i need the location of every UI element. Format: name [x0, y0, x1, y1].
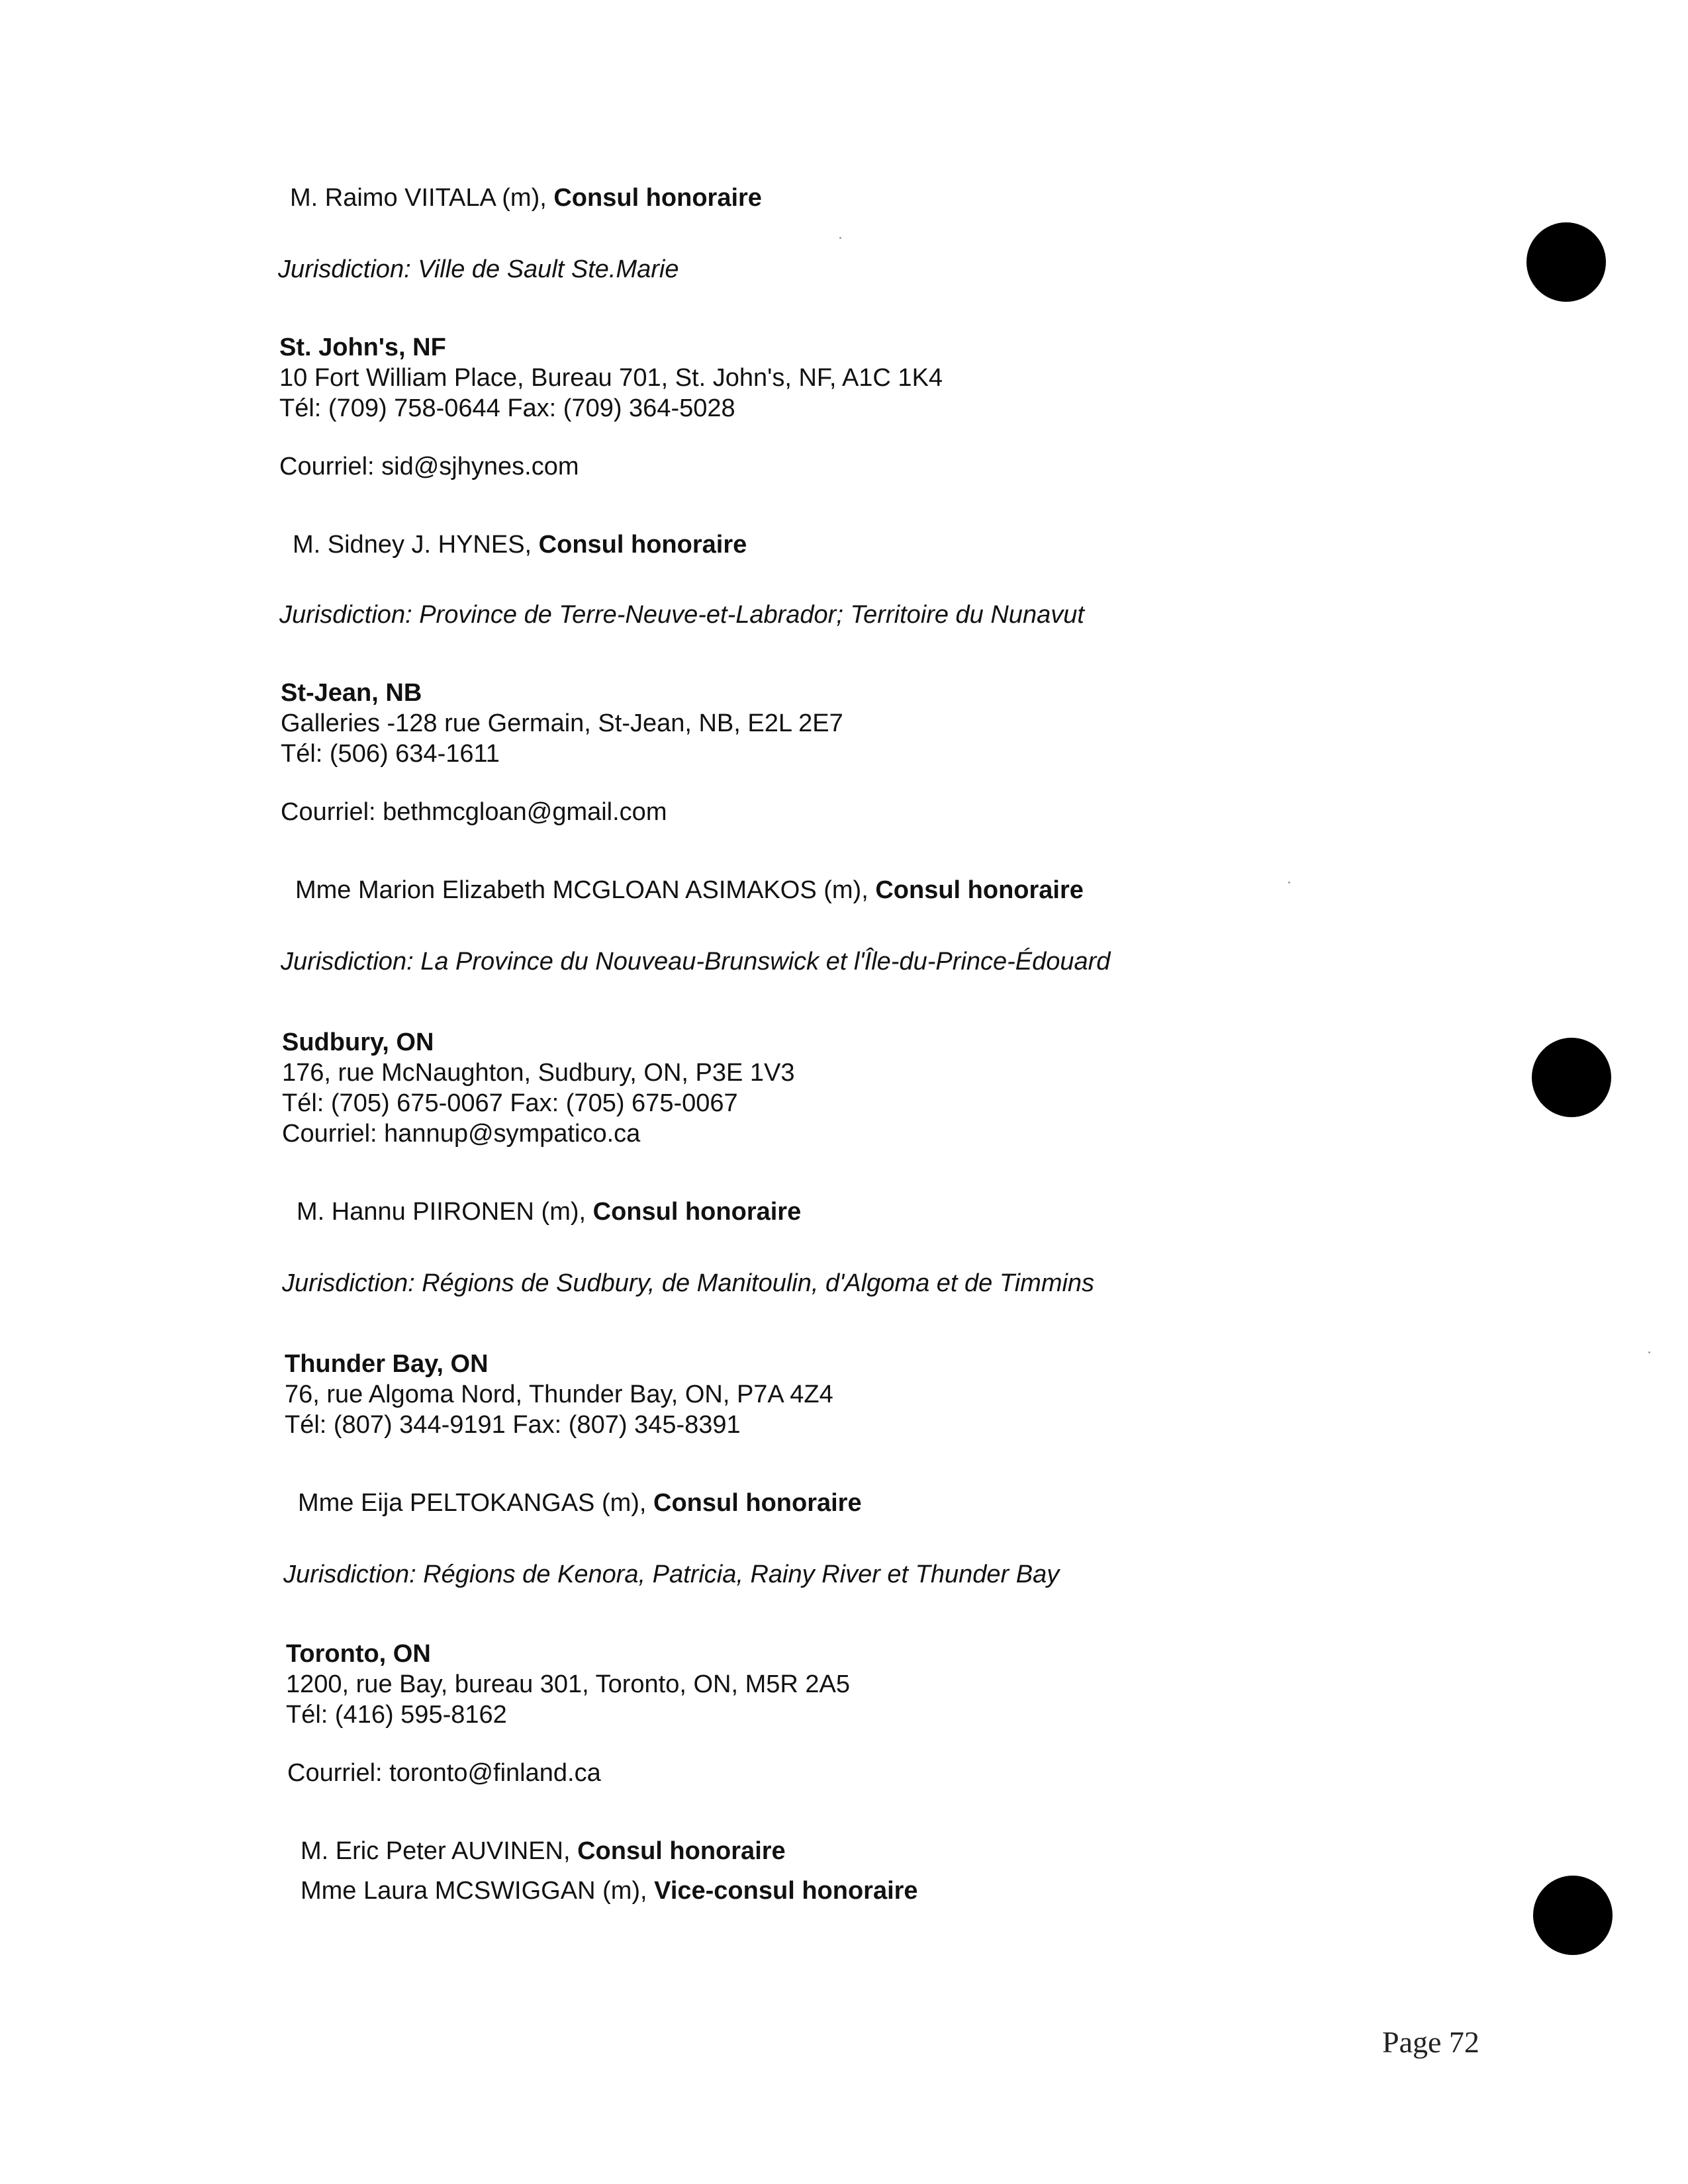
jurisdiction-line: [282, 1268, 1094, 1298]
punch-hole: [1533, 1876, 1613, 1955]
person-line: [301, 1876, 918, 1906]
person-line: [290, 183, 762, 213]
city-heading: St. John's, NF: [279, 334, 446, 361]
jurisdiction-value: Régions de Kenora, Patricia, Rainy River et Thunder Bay: [423, 1561, 1060, 1588]
person-name: M. Hannu PIIRONEN (m),: [297, 1198, 593, 1226]
person-name: Mme Laura MCSWIGGAN (m),: [301, 1877, 655, 1905]
person-title: Consul honoraire: [875, 876, 1084, 904]
address-line: 1200, rue Bay, bureau 301, Toronto, ON, M5R 2A5: [286, 1670, 850, 1698]
person-title: Consul honoraire: [577, 1837, 786, 1865]
jurisdiction-value: Régions de Sudbury, de Manitoulin, d'Algoma et de Timmins: [422, 1269, 1095, 1297]
jurisdiction-line: [283, 1559, 1059, 1590]
person-name: M. Raimo VIITALA (m),: [290, 184, 554, 212]
city-heading: Thunder Bay, ON: [285, 1350, 489, 1378]
jurisdiction-line: [281, 946, 1110, 977]
email-line: Courriel: sid@sjhynes.com: [279, 453, 579, 480]
person-line: [297, 1197, 801, 1227]
jurisdiction-label: Jurisdiction:: [279, 601, 420, 629]
person-line: [293, 529, 747, 560]
person-title: Vice-consul honoraire: [654, 1877, 918, 1905]
email-line: Courriel: bethmcgloan@gmail.com: [281, 798, 667, 826]
person-line: [295, 875, 1084, 905]
jurisdiction-value: La Province du Nouveau-Brunswick et l'Île-du-Prince-Édouard: [420, 948, 1111, 976]
city-heading: St-Jean, NB: [281, 679, 422, 707]
phone-line: Tél: (807) 344-9191 Fax: (807) 345-8391: [285, 1411, 741, 1439]
jurisdiction-label: Jurisdiction:: [278, 255, 418, 283]
person-name: M. Sidney J. HYNES,: [293, 531, 539, 559]
phone-line: Tél: (705) 675-0067 Fax: (705) 675-0067: [282, 1089, 738, 1117]
jurisdiction-label: Jurisdiction:: [283, 1561, 424, 1588]
person-name: M. Eric Peter AUVINEN,: [301, 1837, 578, 1865]
person-title: Consul honoraire: [553, 184, 762, 212]
city-heading: Sudbury, ON: [282, 1028, 434, 1056]
punch-hole: [1532, 1038, 1611, 1117]
email-line: Courriel: toronto@finland.ca: [287, 1759, 601, 1787]
jurisdiction-label: Jurisdiction:: [282, 1269, 422, 1297]
address-line: 10 Fort William Place, Bureau 701, St. John's, NF, A1C 1K4: [279, 364, 943, 392]
address-line: 76, rue Algoma Nord, Thunder Bay, ON, P7A 4Z4: [285, 1381, 833, 1408]
email-line: Courriel: hannup@sympatico.ca: [282, 1120, 641, 1148]
city-heading: Toronto, ON: [286, 1640, 431, 1668]
jurisdiction-line: [278, 254, 679, 285]
person-title: Consul honoraire: [538, 531, 747, 559]
person-line: [298, 1488, 862, 1518]
phone-line: Tél: (416) 595-8162: [286, 1701, 507, 1729]
scan-speck: [1288, 882, 1290, 884]
person-line: [301, 1836, 786, 1866]
phone-line: Tél: (506) 634-1611: [281, 740, 500, 768]
page-number: Page 72: [1382, 2025, 1479, 2059]
jurisdiction-line: [279, 600, 1084, 630]
scan-speck: [1648, 1351, 1650, 1353]
address-line: Galleries -128 rue Germain, St-Jean, NB, E2L 2E7: [281, 709, 843, 737]
jurisdiction-value: Province de Terre-Neuve-et-Labrador; Territoire du Nunavut: [419, 601, 1084, 629]
scan-speck: [839, 237, 841, 239]
jurisdiction-label: Jurisdiction:: [281, 948, 421, 976]
person-title: Consul honoraire: [653, 1489, 862, 1517]
address-line: 176, rue McNaughton, Sudbury, ON, P3E 1V3: [282, 1059, 795, 1087]
phone-line: Tél: (709) 758-0644 Fax: (709) 364-5028: [279, 394, 735, 422]
punch-hole: [1526, 222, 1606, 302]
jurisdiction-value: Ville de Sault Ste.Marie: [418, 255, 679, 283]
person-name: Mme Marion Elizabeth MCGLOAN ASIMAKOS (m),: [295, 876, 876, 904]
person-title: Consul honoraire: [592, 1198, 802, 1226]
person-name: Mme Eija PELTOKANGAS (m),: [298, 1489, 654, 1517]
